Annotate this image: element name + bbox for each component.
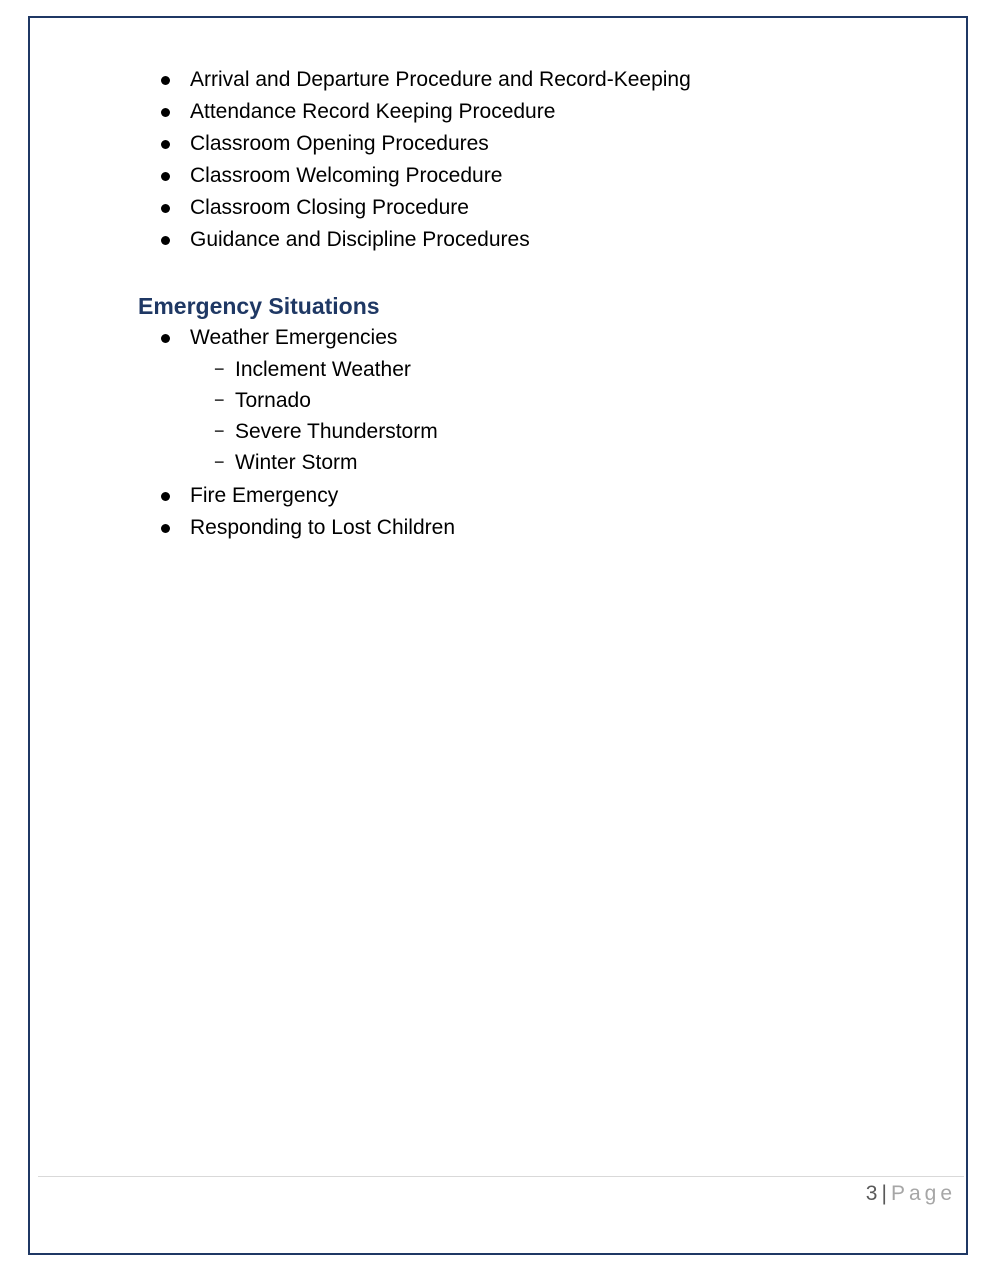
footer-separator: |	[881, 1182, 887, 1205]
bullet-icon	[161, 76, 170, 85]
document-body	[138, 64, 918, 544]
bullet-icon	[161, 172, 170, 181]
dash-icon: −	[214, 421, 225, 441]
bullet-icon	[161, 204, 170, 213]
list-item-label: Attendance Record Keeping Procedure	[190, 100, 556, 123]
list-item-label: Fire Emergency	[190, 484, 339, 507]
list-item	[138, 96, 918, 128]
list-item-label: Classroom Closing Procedure	[190, 196, 469, 219]
list-item	[138, 512, 918, 544]
list-item	[138, 322, 918, 478]
bullet-icon	[161, 140, 170, 149]
page-word: Page	[890, 1182, 956, 1205]
list-item	[138, 224, 918, 256]
dash-icon: −	[214, 452, 225, 472]
sublist-item-label: Severe Thunderstorm	[235, 420, 438, 443]
section-heading-emergency: Emergency Situations	[138, 293, 380, 319]
list-item-label: Classroom Opening Procedures	[190, 132, 489, 155]
page-footer	[866, 1180, 956, 1208]
list-item-label: Classroom Welcoming Procedure	[190, 164, 503, 187]
list-item	[138, 192, 918, 224]
footer-divider	[38, 1176, 964, 1177]
sublist-item-label: Winter Storm	[235, 451, 358, 474]
bullet-icon	[161, 334, 170, 343]
weather-sublist	[190, 354, 918, 478]
list-item-label: Responding to Lost Children	[190, 516, 456, 539]
sublist-item-label: Tornado	[235, 389, 311, 412]
sublist-item	[190, 447, 918, 478]
procedures-list	[138, 64, 918, 256]
list-item	[138, 128, 918, 160]
sublist-item-label: Inclement Weather	[235, 358, 411, 381]
list-item-label: Guidance and Discipline Procedures	[190, 228, 530, 251]
sublist-item	[190, 385, 918, 416]
sublist-item	[190, 354, 918, 385]
list-item	[138, 160, 918, 192]
dash-icon: −	[214, 359, 225, 379]
bullet-icon	[161, 524, 170, 533]
list-item	[138, 480, 918, 512]
bullet-icon	[161, 108, 170, 117]
bullet-icon	[161, 492, 170, 501]
list-item	[138, 64, 918, 96]
list-item-label: Weather Emergencies	[190, 326, 398, 349]
bullet-icon	[161, 236, 170, 245]
page-number: 3	[865, 1182, 878, 1205]
dash-icon: −	[214, 390, 225, 410]
sublist-item	[190, 416, 918, 447]
list-item-label: Arrival and Departure Procedure and Record-Keeping	[190, 68, 691, 91]
emergency-list	[138, 322, 918, 544]
